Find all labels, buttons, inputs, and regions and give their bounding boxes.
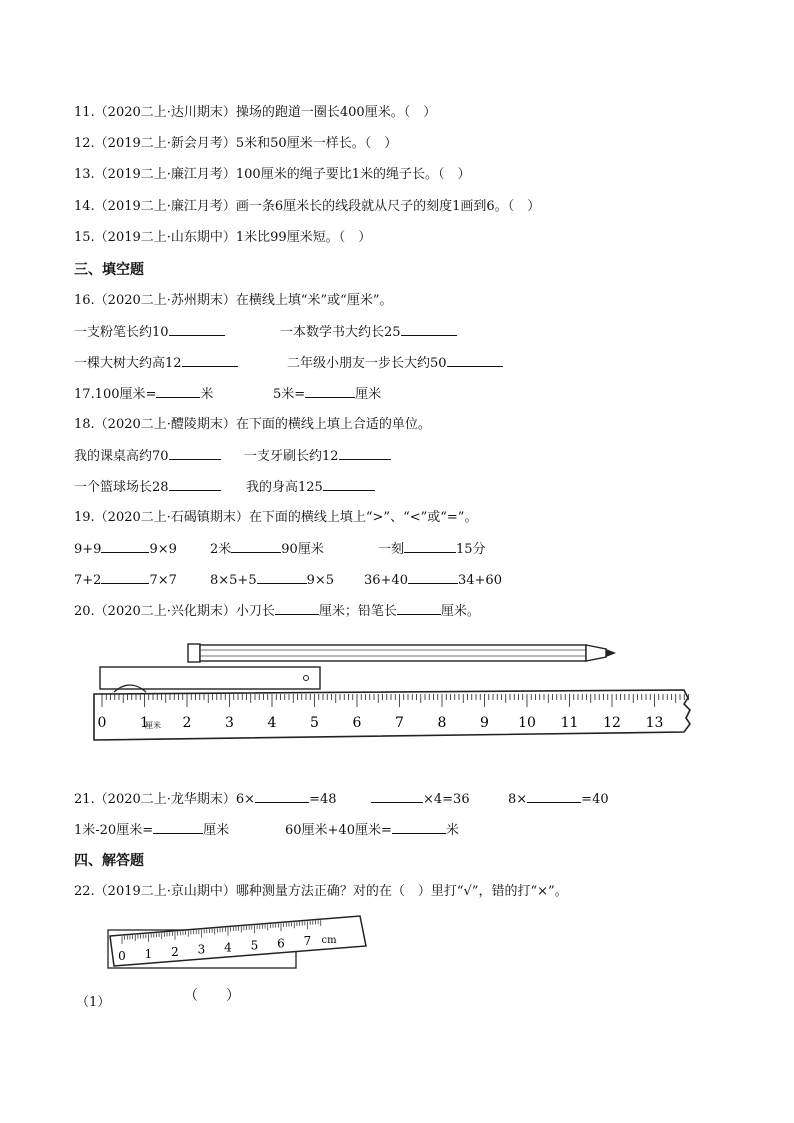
answer-blank[interactable] xyxy=(169,323,225,336)
question-12: 12.（2019二上·新会月考）5米和50厘米一样长。（ ） xyxy=(74,136,398,151)
answer-blank[interactable] xyxy=(397,602,441,615)
ruler-label: 1 xyxy=(140,715,149,731)
answer-blank[interactable] xyxy=(408,571,458,584)
answer-blank[interactable] xyxy=(101,571,149,584)
question-19-stem: 19.（2020二上·石碣镇期末）在下面的横线上填上“>”、“<”或“=”。 xyxy=(74,510,478,525)
answer-blank[interactable] xyxy=(323,478,375,491)
answer-blank[interactable] xyxy=(527,790,581,803)
ruler-label: 3 xyxy=(225,715,234,731)
q19-compare: 7+2 7×7 xyxy=(74,573,177,588)
question-22-stem: 22.（2019二上·京山期中）哪种测量方法正确？对的在（ ）里打“√”，错的打“×”。 xyxy=(74,884,568,899)
question-17a: 17.100厘米= 米 xyxy=(74,387,214,402)
q19-compare: 一刻 15分 xyxy=(378,542,486,557)
pencil-icon xyxy=(188,644,616,662)
answer-blank[interactable] xyxy=(371,790,423,803)
answer-blank[interactable] xyxy=(447,354,503,367)
question-21e: 60厘米+40厘米= 米 xyxy=(285,823,459,838)
ruler-label: 2 xyxy=(182,715,192,731)
question-21c: 8× =40 xyxy=(508,792,609,807)
ruler-measure-figure xyxy=(100,910,370,976)
q19-compare: 36+40 34+60 xyxy=(364,573,502,588)
q19-compare: 9+9 9×9 xyxy=(74,542,177,557)
answer-blank[interactable] xyxy=(169,478,221,491)
ruler-label: 7 xyxy=(395,715,404,731)
q16-item-chalk: 一支粉笔长约10 xyxy=(74,323,225,342)
answer-blank[interactable] xyxy=(182,354,238,367)
question-14: 14.（2019二上·廉江月考）画一条6厘米长的线段就从尺子的刻度1画到6。（ ） xyxy=(74,199,541,214)
ruler-label: 6 xyxy=(277,936,285,951)
answer-blank[interactable] xyxy=(305,385,355,398)
question-18-stem: 18.（2020二上·醴陵期末）在下面的横线上填上合适的单位。 xyxy=(74,417,431,432)
answer-paren[interactable]: （ ） xyxy=(184,988,240,1004)
question-16-stem: 16.（2020二上·苏州期末）在横线上填“米”或“厘米”。 xyxy=(74,293,393,308)
pencil-knife-ruler-figure xyxy=(92,636,698,746)
knife-icon xyxy=(100,667,320,692)
ruler-unit-label: 厘米 xyxy=(145,721,161,730)
answer-blank[interactable] xyxy=(339,447,391,460)
section-fill-blank-title: 三、填空题 xyxy=(74,262,144,278)
question-15: 15.（2019二上·山东期中）1米比99厘米短。（ ） xyxy=(74,230,372,245)
ruler-label: 0 xyxy=(118,949,126,963)
question-21d: 1米-20厘米= 厘米 xyxy=(74,823,230,838)
ruler-label: 5 xyxy=(310,715,319,731)
ruler-icon xyxy=(94,690,690,740)
q16-item-tree: 一棵大树大约高12 xyxy=(74,354,238,373)
answer-blank[interactable] xyxy=(231,540,281,553)
ruler-label: 11 xyxy=(560,715,579,731)
question-13: 13.（2019二上·廉江月考）100厘米的绳子要比1米的绳子长。（ ） xyxy=(74,167,471,182)
ruler-label: 2 xyxy=(171,944,179,959)
ruler-label: 0 xyxy=(97,715,107,731)
ruler-label: 6 xyxy=(352,715,362,731)
answer-blank[interactable] xyxy=(404,540,456,553)
q18-item-toothbrush: 一支牙刷长约12 xyxy=(244,447,391,466)
answer-blank[interactable] xyxy=(169,447,221,460)
answer-blank[interactable] xyxy=(401,323,457,336)
question-17b: 5米= 厘米 xyxy=(273,387,382,402)
ruler-label: 10 xyxy=(518,715,536,731)
ruler-label: 4 xyxy=(267,715,277,731)
q19-compare: 8×5+5 9×5 xyxy=(210,573,335,588)
question-11: 11.（2020二上·达川期末）操场的跑道一圈长400厘米。（ ） xyxy=(74,105,437,120)
q18-item-court: 一个篮球场长28 xyxy=(74,478,221,497)
answer-blank[interactable] xyxy=(255,790,309,803)
answer-blank[interactable] xyxy=(101,540,149,553)
ruler-label: 5 xyxy=(250,938,259,953)
question-20: 20.（2020二上·兴化期末）小刀长 厘米；铅笔长 厘米。 xyxy=(74,604,480,619)
q18-item-desk: 我的课桌高约70 xyxy=(74,447,221,466)
ruler-unit-label: cm xyxy=(321,935,337,947)
question-22-label: （1） xyxy=(76,995,111,1010)
ruler-label: 1 xyxy=(144,946,153,961)
section-answer-title: 四、解答题 xyxy=(74,853,144,869)
answer-blank[interactable] xyxy=(257,571,307,584)
question-21b: ×4=36 xyxy=(371,790,470,809)
q16-item-step: 二年级小朋友一步长大约50 xyxy=(287,354,503,373)
question-21a: 21.（2020二上·龙华期末）6× =48 xyxy=(74,792,337,807)
ruler-label: 7 xyxy=(303,934,312,949)
answer-blank[interactable] xyxy=(156,385,200,398)
ruler-label: 8 xyxy=(437,715,447,731)
ruler-label: 9 xyxy=(480,715,489,731)
ruler-label: 3 xyxy=(197,942,206,957)
q16-item-book: 一本数学书大约长25 xyxy=(280,323,457,342)
ruler-label: 12 xyxy=(603,715,621,731)
q18-item-height: 我的身高125 xyxy=(246,478,375,497)
ruler-label: 4 xyxy=(224,940,232,955)
answer-blank[interactable] xyxy=(153,821,203,834)
ruler-label: 13 xyxy=(645,715,664,731)
q19-compare: 2米 90厘米 xyxy=(210,542,324,557)
answer-blank[interactable] xyxy=(392,821,446,834)
answer-blank[interactable] xyxy=(275,602,319,615)
